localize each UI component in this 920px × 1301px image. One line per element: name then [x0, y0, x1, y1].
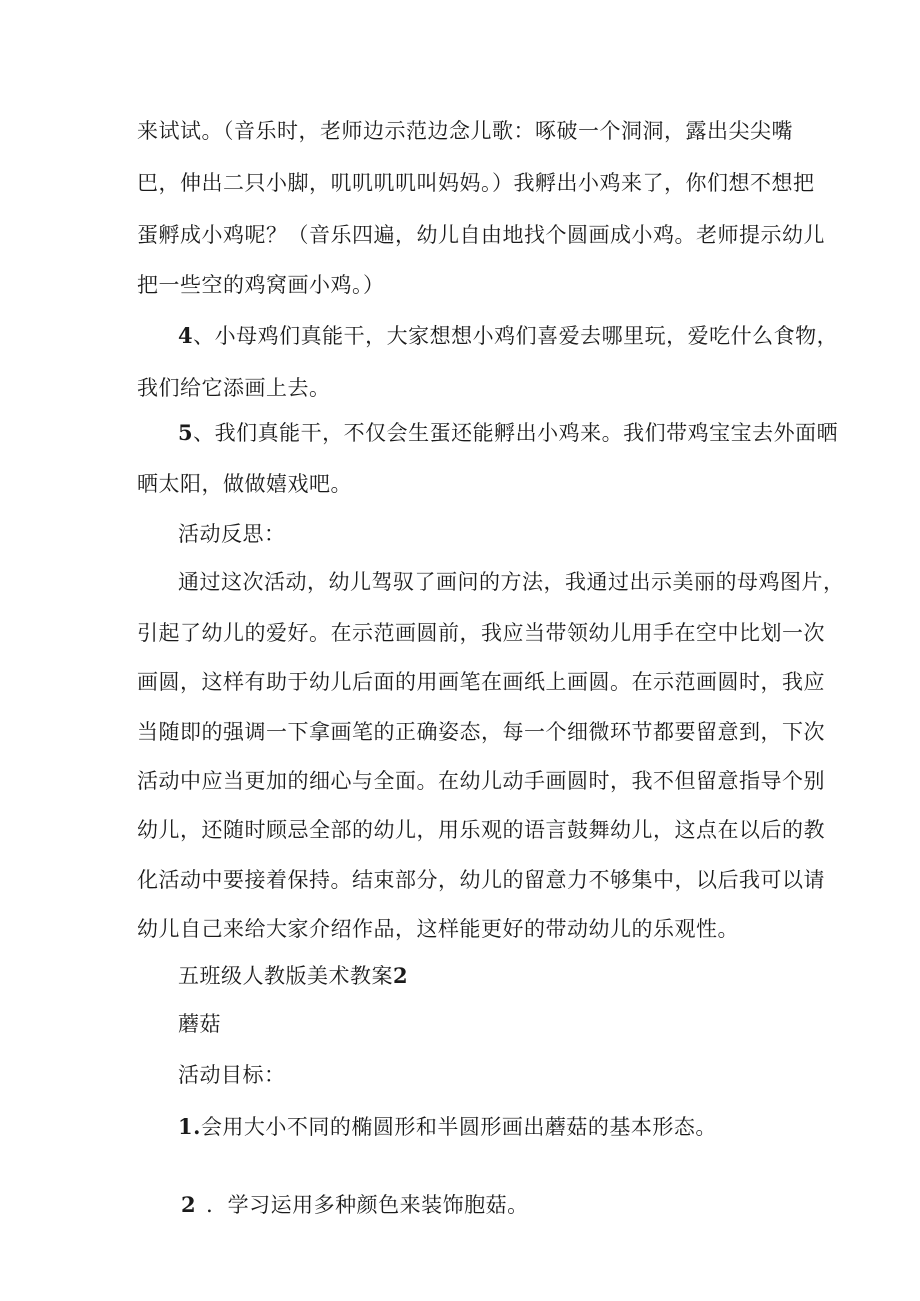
step5-line2: 晒太阳，做做嬉戏吧。: [137, 472, 352, 496]
step4-line2: 我们给它添画上去。: [137, 376, 331, 400]
goal1-number: 1.: [178, 1114, 201, 1139]
step4-line1: [178, 322, 838, 350]
reflection-line6: 幼儿，还随时顾忌全部的幼儿，用乐观的语言鼓舞幼儿，这点在以后的教: [137, 818, 825, 842]
paragraph1-line3: 蛋孵成小鸡呢？（音乐四遍，幼儿自由地找个圆画成小鸡。老师提示幼儿: [137, 223, 825, 247]
paragraph1-line4: 把一些空的鸡窝画小鸡。）: [137, 273, 385, 297]
lesson2-title-text: 五班级人教版美术教案: [178, 964, 393, 988]
lesson2-title: [178, 962, 408, 990]
reflection-line4: 当随即的强调一下拿画笔的正确姿态，每一个细微环节都要留意到，下次: [137, 720, 825, 744]
step4-number: 4: [178, 323, 194, 348]
goal2-number: 2: [181, 1192, 197, 1217]
reflection-line7: 化活动中要接着保持。结束部分，幼儿的留意力不够集中，以后我可以请: [137, 868, 825, 892]
step4-text: 、小母鸡们真能干，大家想想小鸡们喜爱去哪里玩，爱吃什么食物，: [193, 324, 839, 348]
paragraph1-line2: 巴，伸出二只小脚，叽叽叽叽叫妈妈。）我孵出小鸡来了，你们想不想把: [137, 171, 815, 195]
goal-1: [178, 1113, 717, 1141]
step5-number: 5: [178, 420, 194, 445]
reflection-line5: 活动中应当更加的细心与全面。在幼儿动手画圆时，我不但留意指导个别: [137, 769, 825, 793]
lesson2-title-number: 2: [393, 963, 409, 988]
reflection-line3: 画圆，这样有助于幼儿后面的用画笔在画纸上画圆。在示范画圆时，我应: [137, 670, 825, 694]
reflection-line2: 引起了幼儿的爱好。在示范画圆前，我应当带领幼儿用手在空中比划一次: [137, 621, 825, 645]
paragraph1-line1: 来试试。（音乐时，老师边示范边念儿歌：啄破一个洞洞，露出尖尖嘴: [137, 119, 793, 143]
lesson2-subject: 蘑菇: [178, 1012, 221, 1036]
goal-2: [181, 1191, 529, 1219]
step5-line1: [178, 419, 838, 447]
reflection-line8: 幼儿自己来给大家介绍作品，这样能更好的带动幼儿的乐观性。: [137, 917, 739, 941]
goal1-text: 会用大小不同的椭圆形和半圆形画出蘑菇的基本形态。: [200, 1115, 717, 1139]
reflection-line1: 通过这次活动，幼儿驾驭了画问的方法，我通过出示美丽的母鸡图片，: [178, 570, 845, 594]
goals-heading: 活动目标：: [178, 1063, 286, 1087]
goal2-text: ．学习运用多种颜色来装饰胞菇。: [206, 1193, 529, 1217]
step5-text: 、我们真能干，不仅会生蛋还能孵出小鸡来。我们带鸡宝宝去外面晒: [193, 421, 839, 445]
reflection-heading: 活动反思：: [178, 522, 286, 546]
